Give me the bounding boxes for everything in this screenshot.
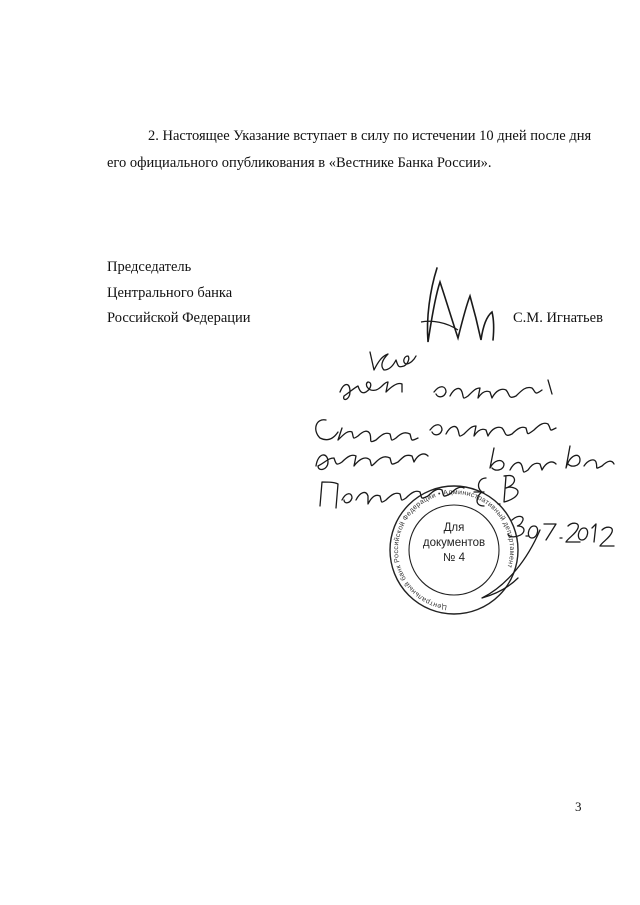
stamp-rim-text: Центральный банк Российской Федерации • Административный департамент: [393, 488, 516, 611]
signatory-title-line-2: Центрального банка: [107, 285, 233, 301]
paragraph-line-1: 2. Настоящее Указание вступает в силу по истечении 10 дней после дня: [148, 128, 592, 144]
stamp-line-1: Для: [443, 522, 465, 534]
paragraph-line-2: его официального опубликования в «Вестнике Банка России».: [107, 155, 492, 171]
signatory-title-line-1: Председатель: [107, 259, 192, 275]
stamp-line-3: № 4: [443, 552, 465, 564]
page-number: 3: [575, 799, 582, 814]
signatory-title-line-3: Российской Федерации: [107, 310, 251, 326]
stamp-line-2: документов: [422, 537, 486, 549]
signatory-name: С.М. Игнатьев: [513, 310, 603, 326]
